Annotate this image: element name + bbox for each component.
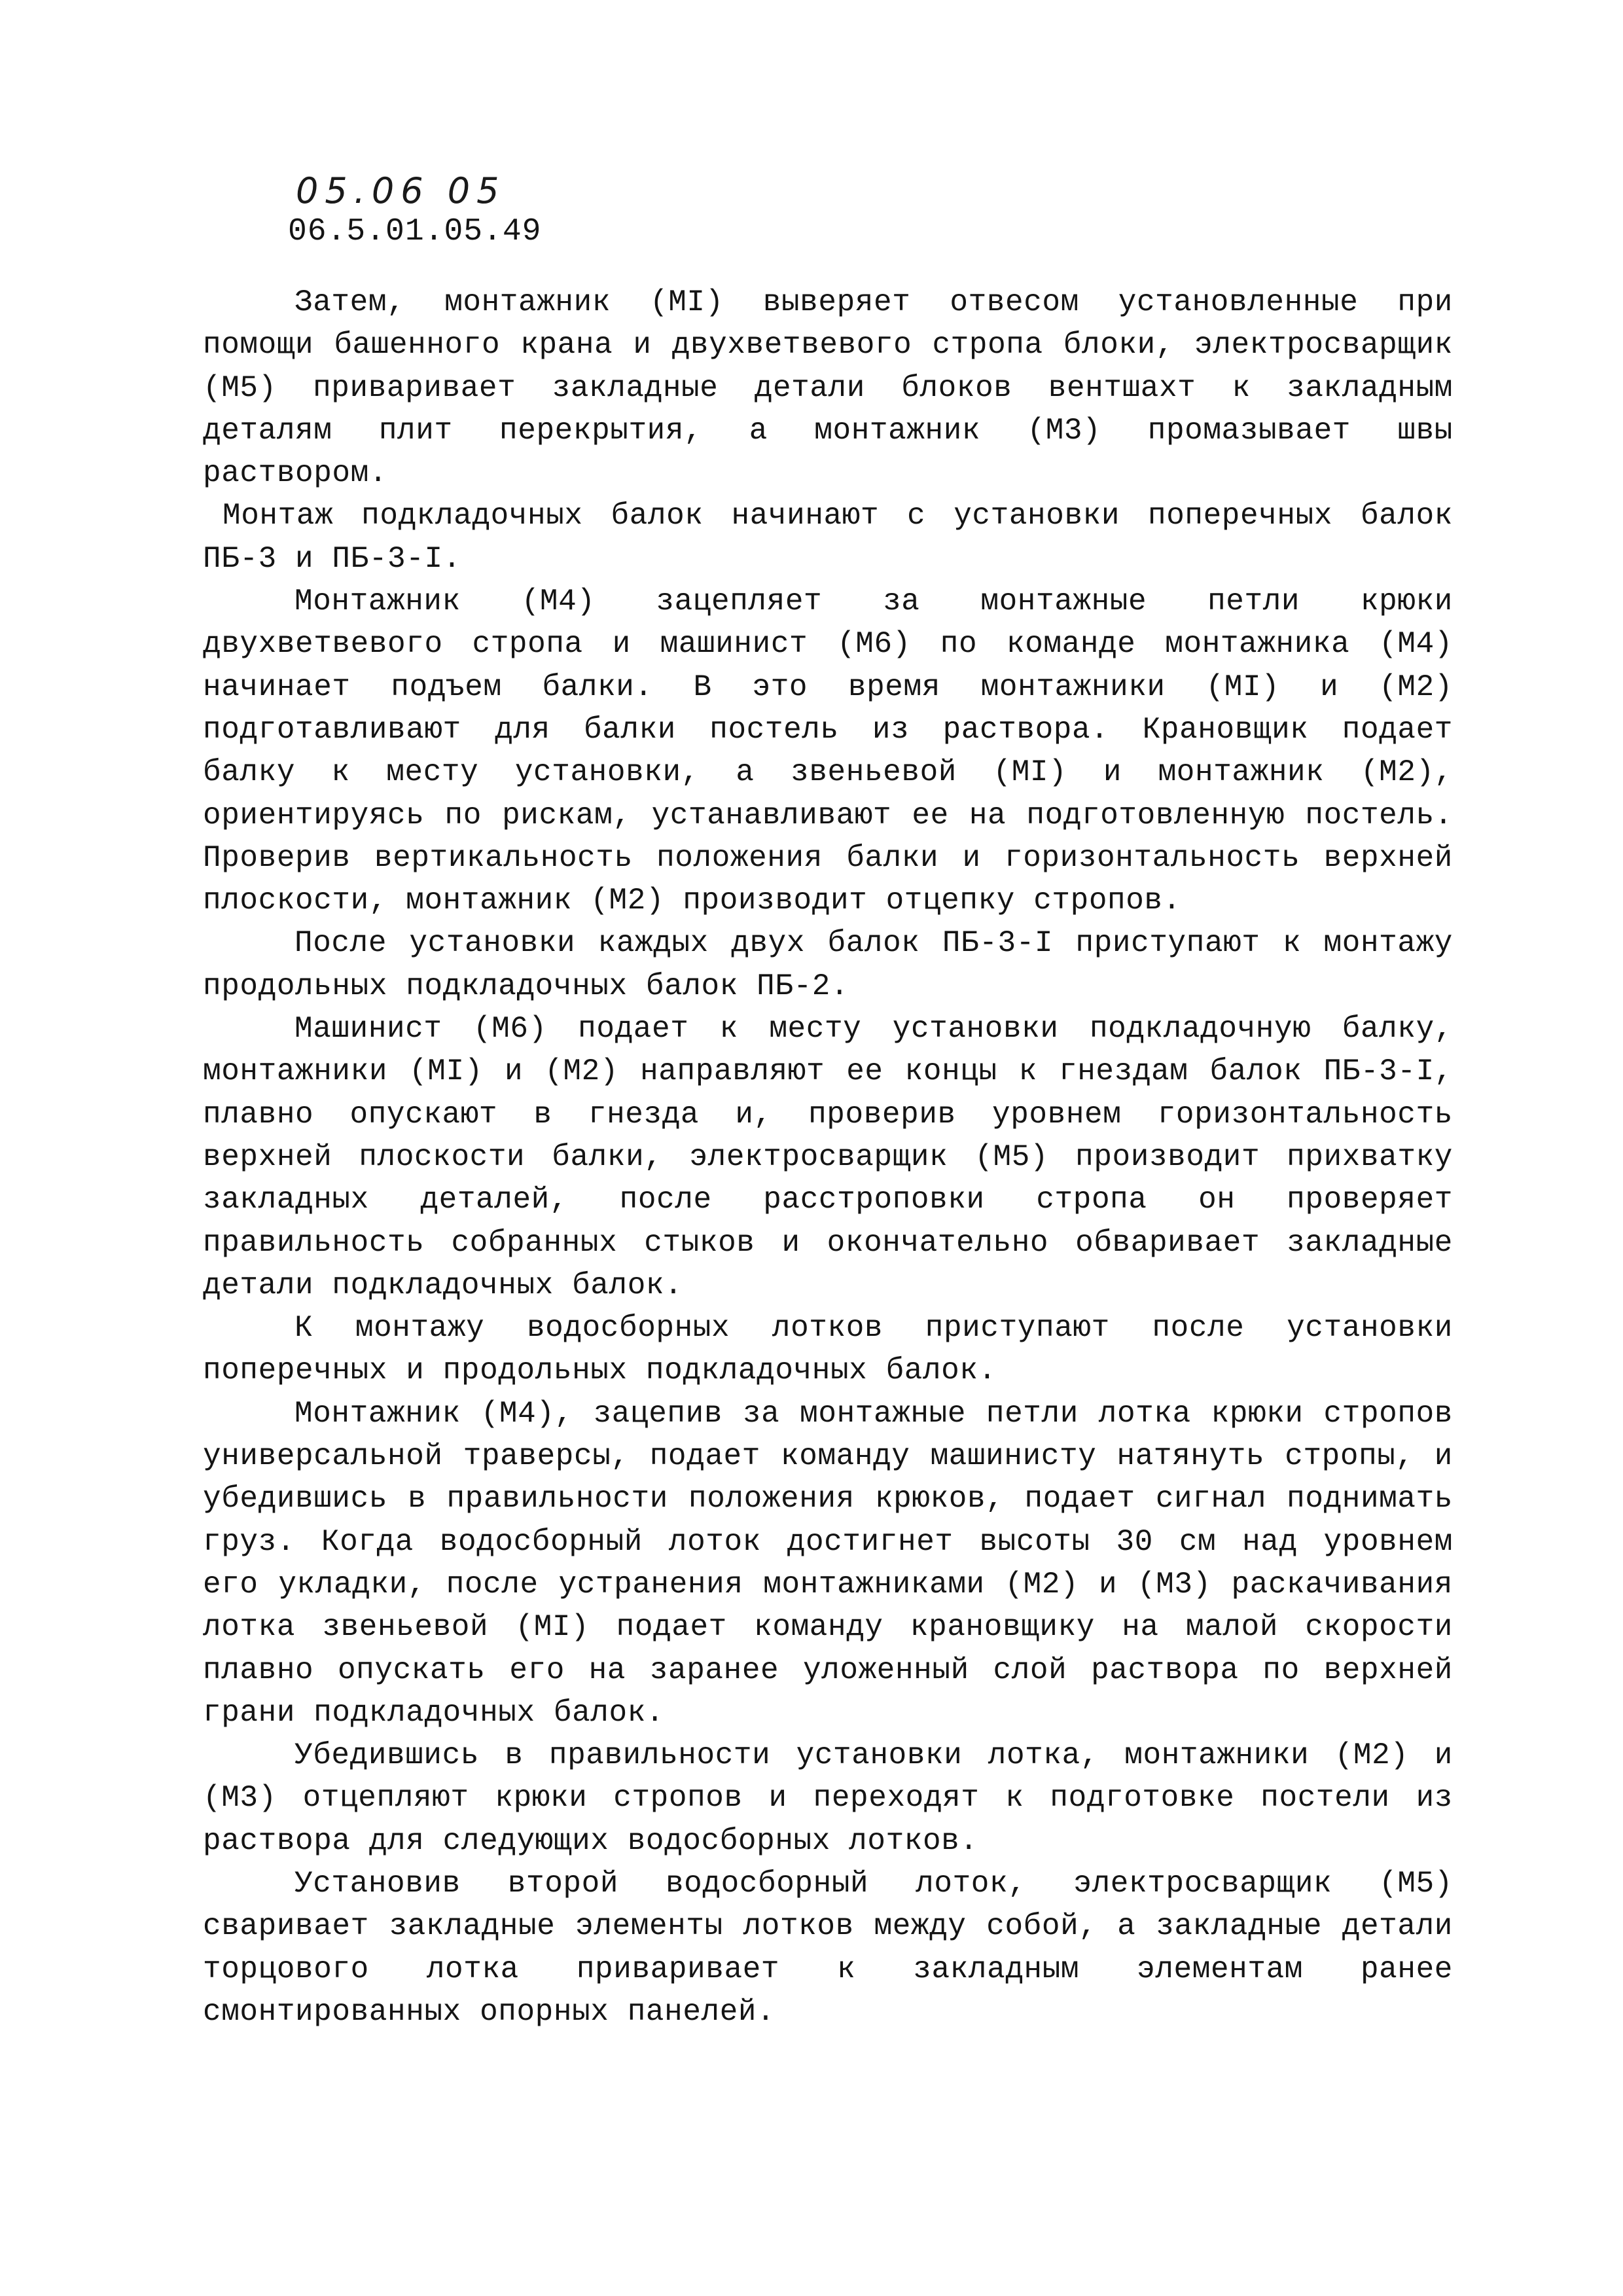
- paragraph-9: Установив второй водосборный лоток, электросварщик (М5) сваривает закладные элементы лотков между собой, а закладные детали торцового лотка приваривает к закладным элементам ранее смонтированных опорных панелей.: [203, 1866, 1453, 2029]
- document-code: 06.5.01.05.49: [288, 214, 542, 249]
- paragraph-8: Убедившись в правильности установки лотка, монтажники (М2) и (М3) отцепляют крюки стропов и переходят к подготовке постели из раствора для следующих водосборных лотков.: [203, 1738, 1453, 1858]
- body-text: [203, 281, 1453, 2034]
- paragraph-6: К монтажу водосборных лотков приступают после установки поперечных и продольных подкладочных балок.: [203, 1311, 1453, 1388]
- handwritten-document-code: 05.06 05: [296, 170, 506, 211]
- paragraph-1: Затем, монтажник (МI) выверяет отвесом установленные при помощи башенного крана и двухветвевого стропа блоки, электросварщик (М5) приваривает закладные детали блоков вентшахт к закладным деталям плит перекрытия, а монтажник (М3) промазывает швы раствором.: [203, 285, 1453, 491]
- paragraph-5: Машинист (М6) подает к месту установки подкладочную балку, монтажники (МI) и (М2) направляют ее концы к гнездам балок ПБ-3-I, плавно опускают в гнезда и, проверив уровнем горизонтальность верхней плоскости балки, электросварщик (М5) производит прихватку закладных деталей, после расстроповки стропа он проверяет правильность собранных стыков и окончательно обваривает закладные детали подкладочных балок.: [203, 1012, 1453, 1302]
- paragraph-4: После установки каждых двух балок ПБ-3-I приступают к монтажу продольных подкладочных балок ПБ-2.: [203, 926, 1453, 1003]
- paragraph-7: Монтажник (М4), зацепив за монтажные петли лотка крюки стропов универсальной траверсы, подает команду машинисту натянуть стропы, и убедившись в правильности положения крюков, подает сигнал поднимать груз. Когда водосборный лоток достигнет высоты 30 см над уровнем его укладки, после устранения монтажниками (М2) и (М3) раскачивания лотка звеньевой (МI) подает команду крановщику на малой скорости плавно опускать его на заранее уложенный слой раствора по верхней грани подкладочных балок.: [203, 1396, 1453, 1730]
- paragraph-3: Монтажник (М4) зацепляет за монтажные петли крюки двухветвевого стропа и машинист (М6) по команде монтажника (М4) начинает подъем балки. В это время монтажники (МI) и (М2) подготавливают для балки постель из раствора. Крановщик подает балку к месту установки, а звеньевой (МI) и монтажник (М2), ориентируясь по рискам, устанавливают ее на подготовленную постель. Проверив вертикальность положения балки и горизонтальность верхней плоскости, монтажник (М2) производит отцепку стропов.: [203, 584, 1453, 918]
- paragraph-2: Монтаж подкладочных балок начинают с установки поперечных балок ПБ-3 и ПБ-3-I.: [203, 499, 1453, 576]
